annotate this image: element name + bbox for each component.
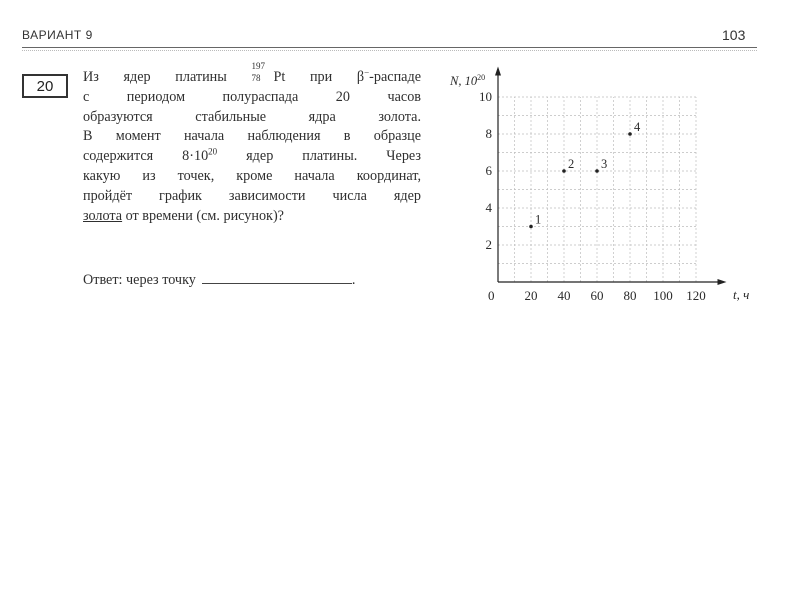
beta-superscript: −: [364, 67, 370, 78]
answer-blank[interactable]: [202, 271, 352, 284]
y-tick-label: 2: [485, 237, 492, 252]
y-axis-label: N, $10^{20}$: [450, 73, 486, 88]
page-number: 103: [722, 27, 746, 43]
text-fragment: содержится 8·10: [83, 148, 209, 165]
text-fragment: -распаде: [369, 69, 421, 85]
data-point-label: 2: [568, 157, 575, 171]
chart-grid: [498, 97, 696, 282]
task-number: 20: [36, 77, 54, 95]
decay-chart: [440, 60, 760, 310]
x-tick-label: 100: [653, 288, 673, 303]
x-tick-label: 40: [557, 288, 571, 303]
problem-line-7: пройдёт график зависимости числа ядер: [83, 187, 421, 204]
data-point: [595, 169, 599, 173]
x-tick-label: 20: [524, 288, 538, 303]
y-tick-label: 4: [485, 200, 492, 215]
chart-points: [529, 120, 641, 228]
answer-line: [83, 271, 355, 289]
origin-label: 0: [488, 288, 495, 303]
chart-axes: [495, 67, 727, 286]
beta-symbol: β: [356, 69, 365, 85]
isotope-mass-number: 197: [251, 61, 265, 71]
problem-line-5: [83, 147, 421, 167]
header-divider: [22, 47, 757, 48]
variant-title: ВАРИАНТ 9: [22, 28, 93, 42]
data-point: [628, 132, 632, 136]
underlined-word: золота: [83, 207, 123, 224]
y-tick-label: 8: [485, 126, 492, 141]
problem-line-1: [83, 61, 421, 88]
x-tick-label: 120: [686, 288, 706, 303]
x-axis-arrow-icon: [718, 279, 727, 285]
data-point: [562, 169, 566, 173]
text-fragment: от времени (см. рисунок)?: [122, 207, 284, 224]
text-fragment: ядер платины. Через: [217, 148, 421, 165]
isotope-notation: [251, 61, 273, 83]
x-tick-label: 80: [623, 288, 637, 303]
power-superscript: 20: [208, 146, 218, 157]
task-number-box: [22, 74, 68, 98]
header-divider-dotted: [22, 50, 757, 51]
problem-line-2: с периодом полураспада 20 часов: [83, 88, 421, 105]
y-tick-label: 6: [485, 163, 492, 178]
data-point-label: 3: [601, 157, 608, 171]
x-axis-label: t, ч: [733, 287, 750, 302]
y-axis-label-exponent: 20: [477, 73, 486, 82]
y-tick-label: 10: [479, 89, 492, 104]
data-point-label: 4: [634, 120, 641, 134]
x-tick-label: 60: [590, 288, 604, 303]
problem-line-8: [83, 207, 421, 227]
isotope-symbol: Pt: [273, 69, 286, 85]
problem-line-6: какую из точек, кроме начала координат,: [83, 167, 421, 184]
answer-end: .: [351, 272, 356, 288]
data-point-label: 1: [535, 212, 542, 227]
y-axis-arrow-icon: [495, 67, 501, 76]
data-point: [529, 225, 533, 229]
chart-tick-labels: [479, 89, 706, 303]
problem-text: [83, 61, 421, 226]
problem-line-3: образуются стабильные ядра золота.: [83, 108, 421, 125]
text-fragment: Из ядер платины: [83, 69, 252, 85]
problem-line-4: В момент начала наблюдения в образце: [83, 128, 421, 145]
text-fragment: при: [285, 69, 357, 85]
isotope-charge-number: 78: [251, 73, 261, 83]
answer-label: Ответ: через точку: [83, 272, 196, 288]
